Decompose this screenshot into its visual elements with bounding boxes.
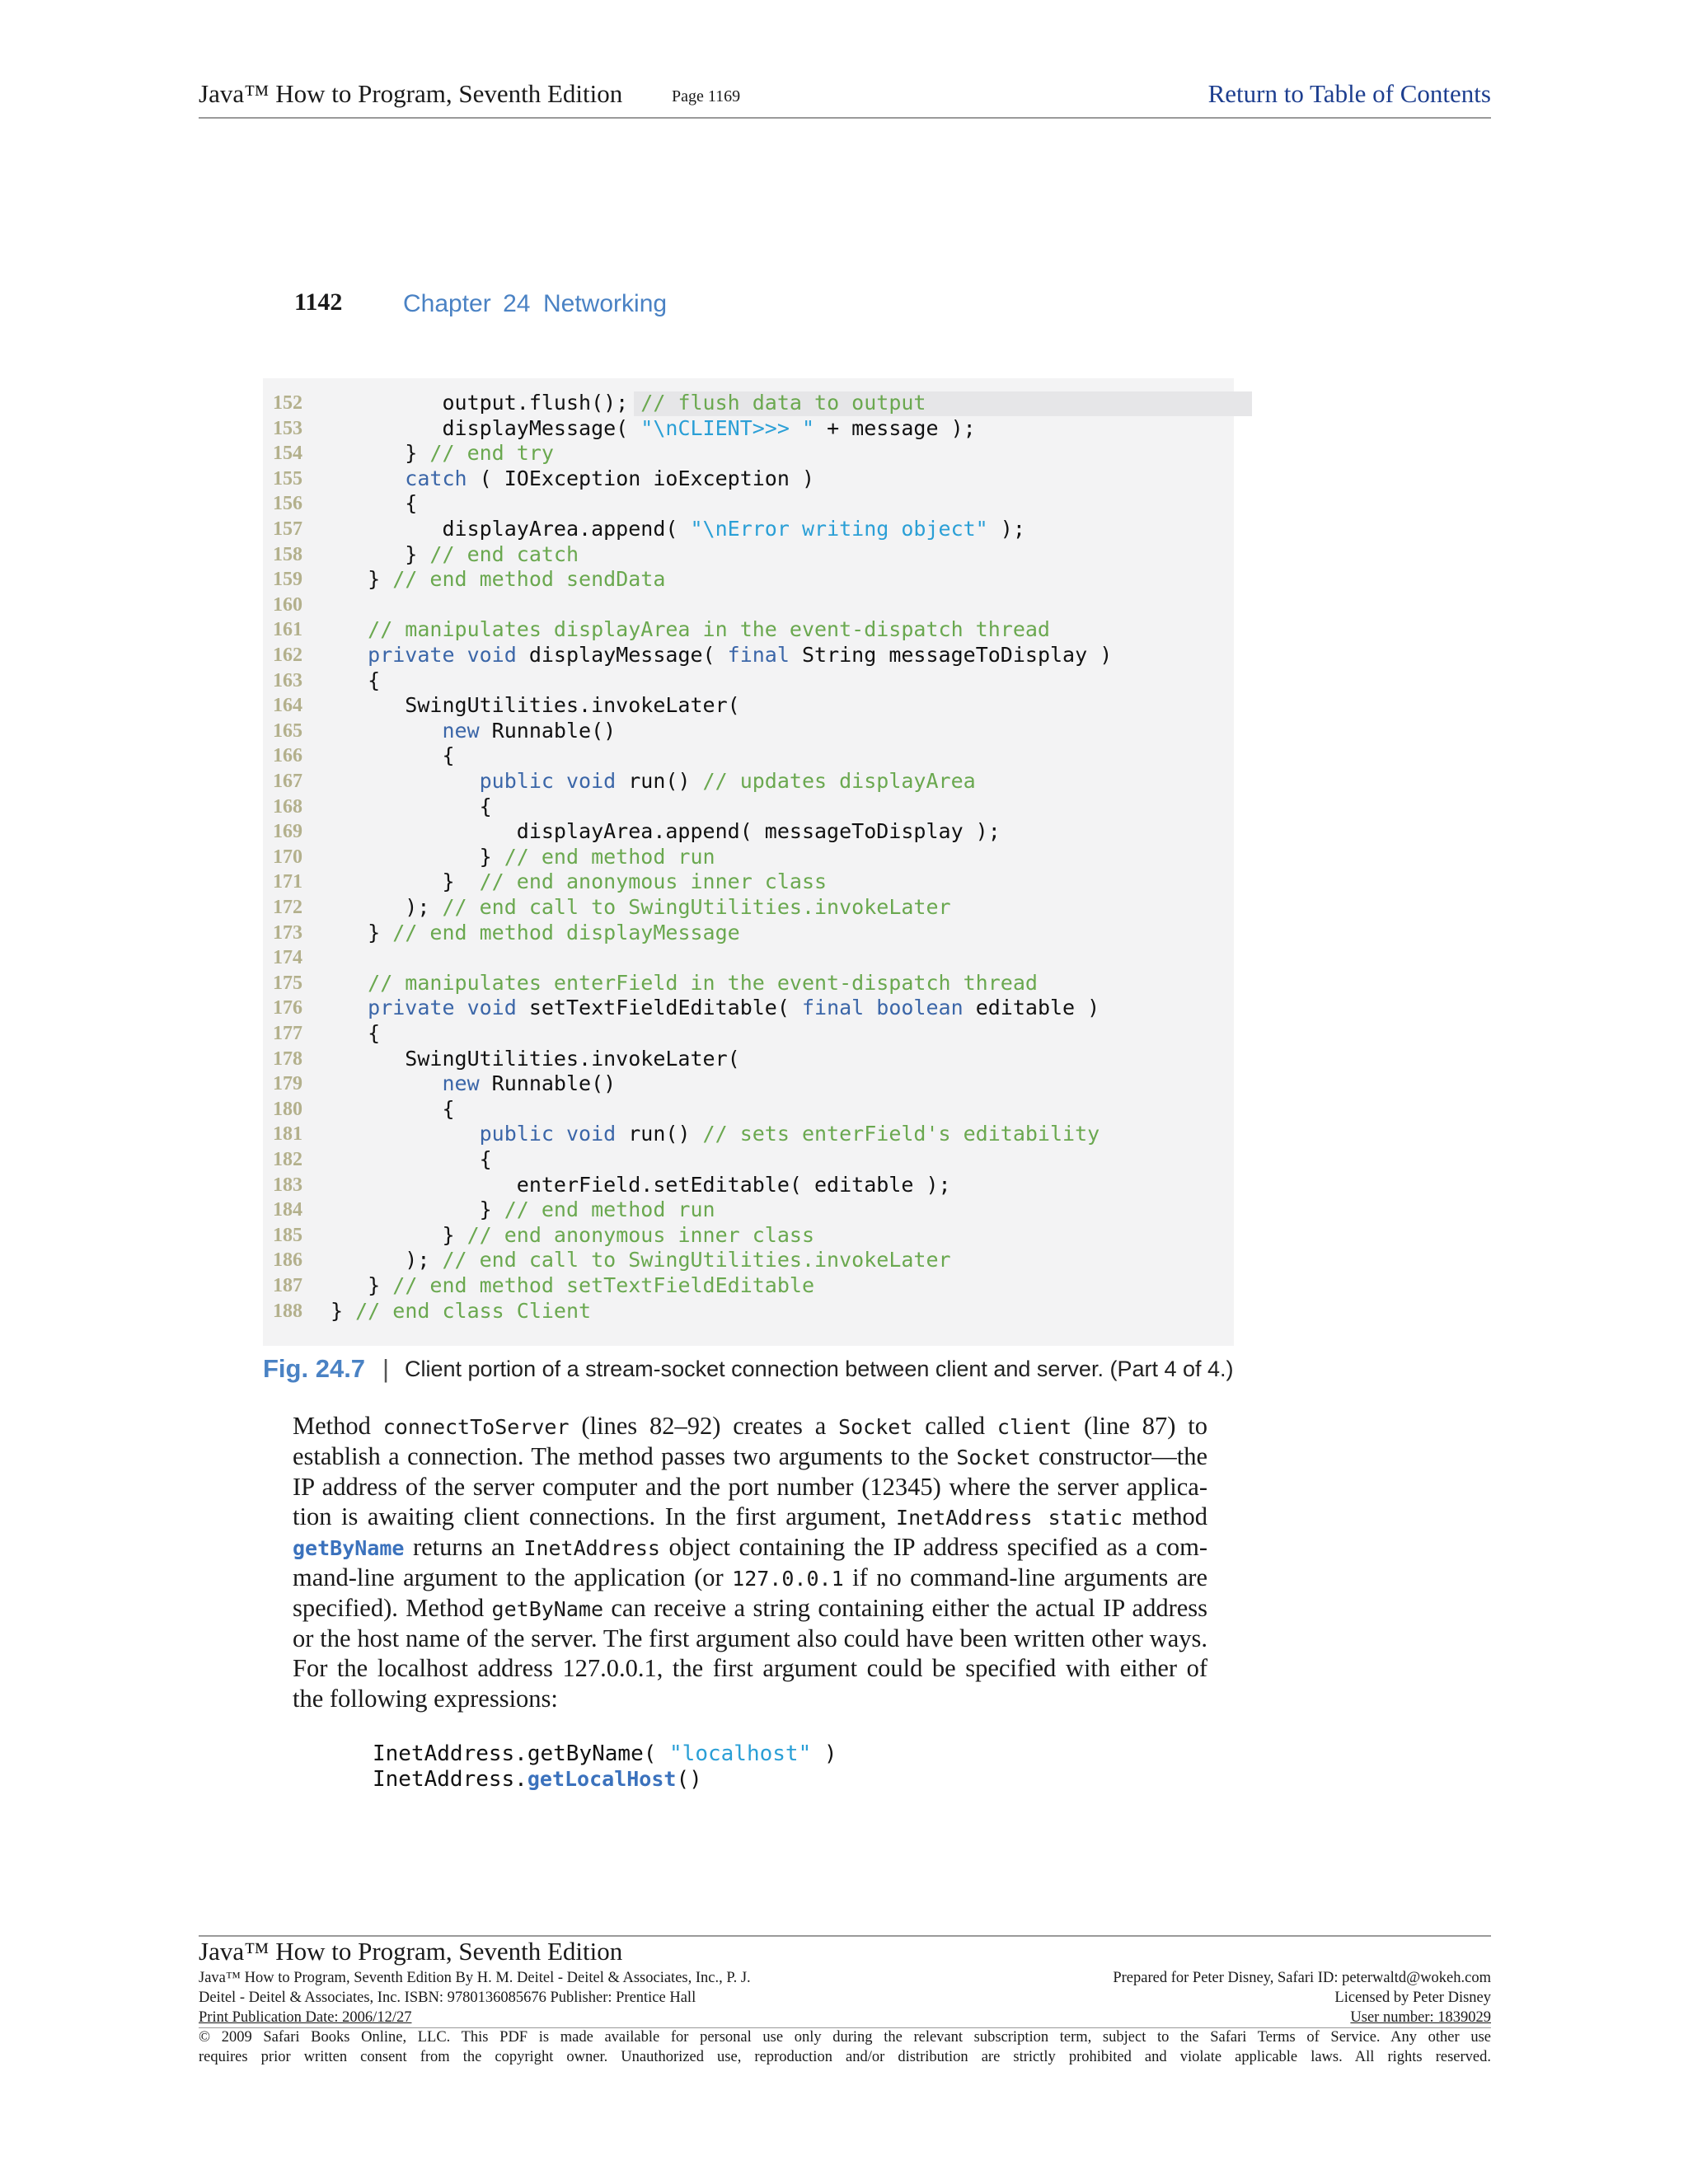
code-token: catch bbox=[331, 466, 467, 490]
line-number: 177 bbox=[273, 1023, 302, 1044]
code-line bbox=[263, 416, 1234, 442]
code-token: // end method run bbox=[504, 1197, 715, 1222]
code-text bbox=[331, 794, 492, 820]
line-number: 185 bbox=[273, 1224, 302, 1246]
text-run: the following expressions: bbox=[293, 1685, 558, 1713]
footer-left-line: Java™ How to Program, Seventh Edition By H. M. Deitel - Deitel & Associates, Inc., P. J. bbox=[199, 1970, 751, 1986]
code-token: { bbox=[331, 794, 492, 818]
code-line bbox=[263, 391, 1234, 416]
code-token: "\nError writing object" bbox=[690, 517, 988, 541]
code-token: displayArea.append( bbox=[331, 517, 691, 541]
code-token: output.flush(); bbox=[331, 391, 641, 415]
code-text bbox=[331, 542, 579, 568]
code-line bbox=[263, 668, 1234, 694]
line-number: 159 bbox=[273, 569, 302, 591]
text-run: or the host name of the server. The first argument also could have been written other ways. bbox=[293, 1624, 1207, 1652]
line-number: 157 bbox=[273, 518, 302, 540]
code-line bbox=[263, 1299, 1234, 1324]
code-text bbox=[331, 1299, 591, 1324]
text-run: tion is awaiting client connections. In the first argument, bbox=[293, 1502, 897, 1531]
line-number: 163 bbox=[273, 669, 302, 691]
caption-separator: | bbox=[382, 1354, 390, 1383]
footer-book-title: Java™ How to Program, Seventh Edition bbox=[199, 1937, 623, 1966]
code-term: Socket bbox=[838, 1415, 913, 1439]
text-run: method bbox=[1122, 1502, 1207, 1531]
code-token: } bbox=[331, 567, 393, 592]
body-paragraph bbox=[293, 1411, 1207, 1714]
code-line bbox=[263, 895, 1234, 921]
code-text bbox=[331, 1173, 951, 1198]
paragraph-line bbox=[293, 1563, 1207, 1593]
code-text bbox=[331, 643, 1112, 668]
code-token: new bbox=[331, 1071, 480, 1096]
code-token: InetAddress. bbox=[373, 1766, 528, 1792]
code-token: } bbox=[331, 869, 480, 894]
code-token: InetAddress.getByName( bbox=[373, 1741, 670, 1766]
paragraph-line bbox=[293, 1684, 1207, 1714]
code-text bbox=[331, 668, 380, 694]
paragraph-line bbox=[293, 1441, 1207, 1472]
code-line bbox=[263, 542, 1234, 568]
line-number: 154 bbox=[273, 443, 302, 465]
code-token: // end call to SwingUtilities.invokeLater bbox=[442, 1248, 951, 1272]
code-token: "localhost" bbox=[669, 1741, 812, 1766]
code-token: // end method sendData bbox=[392, 567, 666, 592]
code-text bbox=[331, 769, 976, 794]
text-run: called bbox=[912, 1412, 997, 1440]
code-token: // end anonymous inner class bbox=[479, 869, 828, 894]
code-text bbox=[331, 491, 417, 517]
line-number: 160 bbox=[273, 593, 302, 616]
line-number: 174 bbox=[273, 947, 302, 969]
code-token: // end call to SwingUtilities.invokeLater bbox=[442, 895, 951, 919]
code-token: SwingUtilities.invokeLater( bbox=[331, 693, 740, 718]
paragraph-line bbox=[293, 1593, 1207, 1624]
footer-left-line: Print Publication Date: 2006/12/27 bbox=[199, 2009, 412, 2027]
code-token: // updates displayArea bbox=[702, 769, 976, 793]
code-token: } bbox=[331, 441, 430, 466]
code-token: private void bbox=[331, 996, 517, 1020]
footer-publication-info bbox=[199, 1968, 751, 2028]
text-run: constructor—the bbox=[1030, 1441, 1207, 1470]
text-run: if no command-line arguments are bbox=[843, 1563, 1207, 1591]
code-text bbox=[331, 1047, 740, 1072]
code-token: // flush data to output bbox=[640, 391, 926, 415]
code-line bbox=[263, 693, 1234, 719]
code-line bbox=[263, 1071, 1234, 1097]
line-number: 173 bbox=[273, 921, 302, 944]
code-listing bbox=[263, 378, 1234, 1346]
line-number: 167 bbox=[273, 771, 302, 792]
code-term: InetAddress static bbox=[896, 1506, 1123, 1530]
line-number: 158 bbox=[273, 543, 302, 565]
code-token: // end method run bbox=[504, 844, 715, 869]
code-text bbox=[331, 1071, 616, 1097]
code-token: + message ); bbox=[814, 415, 976, 440]
code-token: Runnable() bbox=[479, 718, 617, 743]
line-number: 162 bbox=[273, 644, 302, 666]
code-text bbox=[331, 1021, 380, 1047]
code-term: Socket bbox=[956, 1445, 1031, 1469]
code-token: final boolean bbox=[801, 996, 964, 1020]
code-token: displayArea.append( messageToDisplay ); bbox=[331, 819, 1001, 844]
code-token: { bbox=[331, 1021, 381, 1045]
code-token: enterField.setEditable( editable ); bbox=[331, 1172, 951, 1197]
caption-text: Client portion of a stream-socket connection between client and server. (Part 4 of 4.) bbox=[405, 1357, 1234, 1381]
code-token: } bbox=[331, 844, 504, 869]
code-text bbox=[331, 693, 740, 719]
code-text bbox=[331, 391, 926, 416]
code-text bbox=[331, 567, 665, 593]
code-text bbox=[331, 819, 1001, 845]
code-token: Runnable() bbox=[479, 1071, 617, 1096]
code-token: // end anonymous inner class bbox=[467, 1222, 815, 1247]
line-number: 168 bbox=[273, 795, 302, 818]
copyright-line: © 2009 Safari Books Online, LLC. This PDF is made available for personal use only during the relevant subscription term, subject to the Safari Terms of Service. Any other use bbox=[199, 2029, 1491, 2046]
code-token: run() bbox=[616, 769, 703, 793]
code-term: getByName bbox=[491, 1596, 604, 1621]
code-text bbox=[331, 617, 1050, 643]
code-line bbox=[263, 996, 1234, 1021]
line-number: 169 bbox=[273, 821, 302, 843]
code-line bbox=[263, 643, 1234, 668]
code-token: } bbox=[331, 920, 393, 944]
expression-line bbox=[373, 1741, 837, 1767]
paragraph-line bbox=[293, 1653, 1207, 1684]
line-number: 155 bbox=[273, 467, 302, 490]
page-header bbox=[199, 77, 1491, 119]
text-run: Method bbox=[293, 1412, 383, 1440]
line-number: 186 bbox=[273, 1249, 302, 1272]
code-token: public void bbox=[331, 769, 617, 793]
code-token: editable ) bbox=[963, 996, 1100, 1020]
book-page-number: 1142 bbox=[294, 288, 343, 316]
paragraph-line bbox=[293, 1502, 1207, 1532]
code-token: // sets enterField's editability bbox=[702, 1122, 1100, 1146]
text-run: specified). Method bbox=[293, 1593, 492, 1622]
code-line bbox=[263, 921, 1234, 946]
paragraph-line bbox=[293, 1624, 1207, 1654]
code-line bbox=[263, 1021, 1234, 1047]
code-token: ( IOException ioException ) bbox=[467, 466, 815, 490]
text-run: establish a connection. The method passes two arguments to the bbox=[293, 1441, 957, 1470]
code-line bbox=[263, 491, 1234, 517]
code-line bbox=[263, 719, 1234, 744]
code-token: { bbox=[331, 491, 418, 516]
code-token: private void bbox=[331, 643, 517, 667]
line-number: 172 bbox=[273, 897, 302, 918]
footer-license-info bbox=[1113, 1968, 1491, 2028]
code-text bbox=[331, 996, 1100, 1021]
code-text bbox=[331, 845, 715, 870]
code-token: { bbox=[331, 1096, 455, 1121]
code-line bbox=[263, 1097, 1234, 1122]
line-number: 161 bbox=[273, 619, 302, 641]
code-token: public void bbox=[331, 1122, 617, 1146]
code-token: run() bbox=[616, 1122, 703, 1146]
line-number: 181 bbox=[273, 1123, 302, 1146]
page-label: Page 1169 bbox=[672, 87, 741, 105]
code-token: // manipulates enterField in the event-dispatch thread bbox=[331, 970, 1038, 995]
code-token: setTextFieldEditable( bbox=[516, 996, 802, 1020]
code-text bbox=[331, 921, 740, 946]
line-number: 152 bbox=[273, 392, 302, 414]
code-token: ); bbox=[331, 1248, 443, 1272]
code-text bbox=[331, 517, 1025, 542]
copyright-line: requires prior written consent from the copyright owner. Unauthorized use, reproduction and/or distribution are strictly prohibited and violate applicable laws. All rights reserved. bbox=[199, 2049, 1491, 2066]
code-line bbox=[263, 769, 1234, 794]
code-text bbox=[331, 1197, 715, 1223]
line-number: 171 bbox=[273, 871, 302, 893]
footer-right-line: Licensed by Peter Disney bbox=[1334, 1990, 1491, 2007]
footer-right-line: User number: 1839029 bbox=[1350, 2009, 1491, 2027]
paragraph-line bbox=[293, 1532, 1207, 1563]
code-line bbox=[263, 971, 1234, 996]
line-number: 188 bbox=[273, 1300, 302, 1322]
text-run: object containing the IP address specified as a com- bbox=[659, 1533, 1208, 1562]
code-token: // end class Client bbox=[355, 1298, 592, 1323]
expression-line bbox=[373, 1767, 702, 1793]
code-line bbox=[263, 1122, 1234, 1147]
code-line bbox=[263, 794, 1234, 820]
code-text bbox=[331, 466, 814, 492]
code-line bbox=[263, 743, 1234, 769]
code-line bbox=[263, 1173, 1234, 1198]
code-text bbox=[331, 719, 616, 744]
line-number: 166 bbox=[273, 745, 302, 767]
code-token: ); bbox=[987, 517, 1025, 541]
line-number: 182 bbox=[273, 1149, 302, 1170]
line-number: 179 bbox=[273, 1073, 302, 1095]
code-token: getLocalHost bbox=[527, 1766, 677, 1791]
code-text bbox=[331, 416, 976, 442]
figure-caption bbox=[263, 1354, 1252, 1390]
code-token: // end try bbox=[429, 441, 554, 466]
line-number: 175 bbox=[273, 972, 302, 994]
code-token: "\nCLIENT>>> " bbox=[640, 415, 815, 440]
line-number: 176 bbox=[273, 997, 302, 1019]
code-text bbox=[331, 743, 455, 769]
code-line bbox=[263, 1248, 1234, 1273]
code-text bbox=[331, 1248, 951, 1273]
code-line bbox=[263, 945, 1234, 971]
book-title: Java™ How to Program, Seventh Edition bbox=[199, 79, 623, 108]
text-run: (lines 82–92) creates a bbox=[569, 1412, 839, 1440]
text-run: IP address of the server computer and the port number (12345) where the server applica- bbox=[293, 1472, 1207, 1501]
code-token: ) bbox=[811, 1741, 837, 1766]
code-text bbox=[331, 971, 1038, 996]
code-term: client bbox=[996, 1415, 1072, 1439]
code-token: // manipulates displayArea in the event-dispatch thread bbox=[331, 617, 1050, 642]
code-line bbox=[263, 617, 1234, 643]
code-line bbox=[263, 517, 1234, 542]
code-line bbox=[263, 1273, 1234, 1299]
footer-copyright bbox=[199, 2027, 1491, 2067]
code-token: } bbox=[331, 1273, 393, 1297]
code-line bbox=[263, 845, 1234, 870]
code-token: displayMessage( bbox=[331, 415, 641, 440]
paragraph-line bbox=[293, 1472, 1207, 1502]
code-line bbox=[263, 1047, 1234, 1072]
toc-link[interactable]: Return to Table of Contents bbox=[1207, 79, 1491, 108]
chapter-title: Networking bbox=[543, 290, 668, 317]
code-line bbox=[263, 1223, 1234, 1249]
line-number: 187 bbox=[273, 1275, 302, 1296]
code-line bbox=[263, 593, 1234, 618]
code-line bbox=[263, 1147, 1234, 1173]
code-token: } bbox=[331, 541, 430, 566]
code-text bbox=[331, 1147, 492, 1173]
code-line bbox=[263, 819, 1234, 845]
code-token: String messageToDisplay ) bbox=[789, 643, 1113, 667]
code-token: // end method setTextFieldEditable bbox=[392, 1273, 815, 1297]
paragraph-line bbox=[293, 1411, 1207, 1441]
line-number: 170 bbox=[273, 846, 302, 868]
text-run: can receive a string containing either the actual IP address bbox=[603, 1593, 1208, 1622]
text-run: (line 87) to bbox=[1071, 1412, 1207, 1440]
line-number: 180 bbox=[273, 1098, 302, 1120]
code-term: 127.0.0.1 bbox=[732, 1566, 844, 1591]
line-number: 165 bbox=[273, 719, 302, 742]
line-number: 156 bbox=[273, 493, 302, 515]
line-number: 164 bbox=[273, 695, 302, 717]
code-line bbox=[263, 466, 1234, 492]
code-text bbox=[331, 895, 951, 921]
code-token: () bbox=[676, 1766, 702, 1792]
line-number: 178 bbox=[273, 1047, 302, 1070]
text-run: returns an bbox=[404, 1533, 524, 1562]
code-text bbox=[331, 1273, 814, 1299]
code-token: final bbox=[727, 643, 790, 667]
line-number: 153 bbox=[273, 417, 302, 439]
code-token: // end method displayMessage bbox=[392, 920, 740, 944]
code-token: { bbox=[331, 668, 381, 692]
figure-number: Fig. 24.7 bbox=[263, 1354, 366, 1383]
code-token: { bbox=[331, 743, 455, 768]
code-text bbox=[331, 1122, 1100, 1147]
code-line bbox=[263, 1197, 1234, 1223]
code-token: } bbox=[331, 1222, 467, 1247]
code-term: getByName bbox=[293, 1536, 405, 1561]
code-text bbox=[331, 1223, 814, 1249]
code-term: InetAddress bbox=[523, 1536, 660, 1561]
code-token: { bbox=[331, 1147, 492, 1171]
code-token: new bbox=[331, 718, 480, 743]
code-text bbox=[331, 869, 827, 895]
code-line bbox=[263, 869, 1234, 895]
code-token: } bbox=[331, 1197, 504, 1222]
footer-right-line: Prepared for Peter Disney, Safari ID: peterwaltd@wokeh.com bbox=[1113, 1970, 1491, 1986]
code-line bbox=[263, 567, 1234, 593]
code-token: } bbox=[331, 1298, 356, 1323]
text-run: mand-line argument to the application (or bbox=[293, 1563, 733, 1591]
footer-left-line: Deitel - Deitel & Associates, Inc. ISBN: 9780136085676 Publisher: Prentice Hall bbox=[199, 1990, 696, 2007]
code-token: ); bbox=[331, 895, 443, 919]
line-number: 183 bbox=[273, 1174, 302, 1196]
code-token: SwingUtilities.invokeLater( bbox=[331, 1046, 740, 1071]
chapter-label: Chapter 24 bbox=[403, 290, 531, 317]
code-line bbox=[263, 441, 1234, 466]
text-run: For the localhost address 127.0.0.1, the first argument could be specified with either of bbox=[293, 1654, 1207, 1683]
code-token: displayMessage( bbox=[516, 643, 728, 667]
code-text bbox=[331, 1097, 455, 1122]
code-text bbox=[331, 441, 554, 466]
code-term: connectToServer bbox=[382, 1415, 570, 1439]
line-number: 184 bbox=[273, 1199, 302, 1221]
code-token: // end catch bbox=[429, 541, 579, 566]
